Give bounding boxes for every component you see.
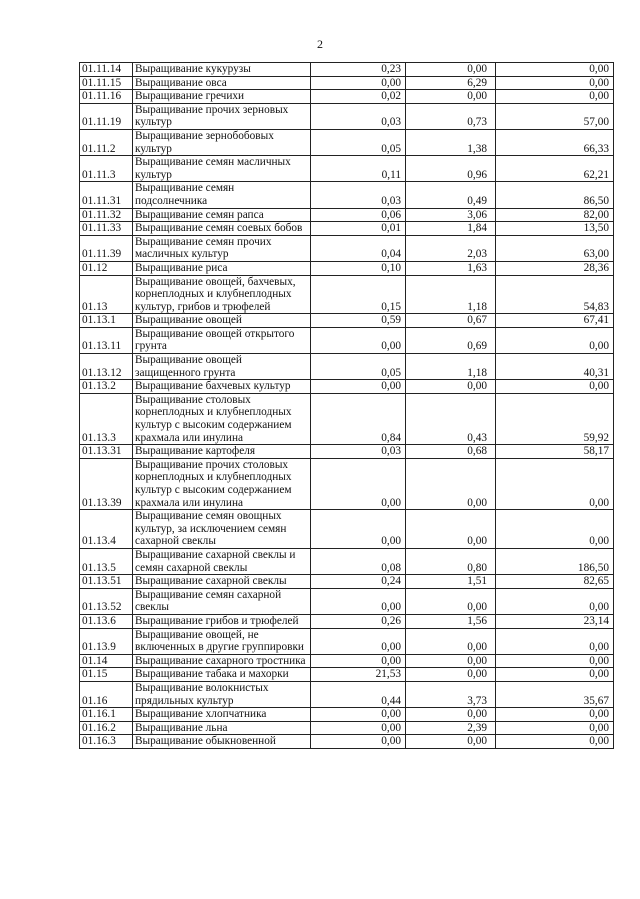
row-value-2: 1,38	[406, 129, 496, 155]
row-value-3: 0,00	[496, 654, 614, 668]
row-code: 01.13.12	[80, 354, 133, 380]
row-value-2: 0,49	[406, 182, 496, 208]
row-value-1: 0,00	[311, 510, 406, 549]
row-value-2: 0,00	[406, 668, 496, 682]
row-value-2: 3,73	[406, 681, 496, 707]
row-value-1: 21,53	[311, 668, 406, 682]
row-code: 01.12	[80, 261, 133, 275]
row-value-2: 1,18	[406, 354, 496, 380]
table-row	[80, 614, 614, 628]
table-row	[80, 208, 614, 222]
row-value-1: 0,00	[311, 628, 406, 654]
row-code: 01.13.1	[80, 314, 133, 328]
table-row	[80, 380, 614, 394]
row-value-2: 6,29	[406, 76, 496, 90]
data-table	[79, 62, 614, 749]
row-value-2: 3,06	[406, 208, 496, 222]
row-value-1: 0,00	[311, 721, 406, 735]
row-code: 01.13.6	[80, 614, 133, 628]
row-value-1: 0,15	[311, 275, 406, 314]
row-value-1: 0,05	[311, 129, 406, 155]
row-value-1: 0,03	[311, 182, 406, 208]
row-name: Выращивание сахарного тростника	[133, 654, 311, 668]
row-code: 01.13.52	[80, 588, 133, 614]
row-value-2: 0,00	[406, 63, 496, 77]
row-name: Выращивание прочих зерновых культур	[133, 103, 311, 129]
table-row	[80, 222, 614, 236]
row-name: Выращивание грибов и трюфелей	[133, 614, 311, 628]
row-value-2: 0,00	[406, 510, 496, 549]
row-value-3: 0,00	[496, 458, 614, 509]
row-code: 01.13.3	[80, 393, 133, 444]
table-row	[80, 548, 614, 574]
row-code: 01.13.51	[80, 575, 133, 589]
row-value-2: 1,56	[406, 614, 496, 628]
row-name: Выращивание гречихи	[133, 90, 311, 104]
row-code: 01.16.1	[80, 708, 133, 722]
row-value-1: 0,00	[311, 654, 406, 668]
row-name: Выращивание сахарной свеклы	[133, 575, 311, 589]
row-name: Выращивание прочих столовых корнеплодных и клубнеплодных культур с высоким содержанием крахмала или инулина	[133, 458, 311, 509]
row-value-1: 0,00	[311, 735, 406, 749]
table-row	[80, 735, 614, 749]
row-value-3: 23,14	[496, 614, 614, 628]
table-row	[80, 458, 614, 509]
table-row	[80, 654, 614, 668]
row-name: Выращивание бахчевых культур	[133, 380, 311, 394]
table-row	[80, 182, 614, 208]
row-value-1: 0,01	[311, 222, 406, 236]
row-name: Выращивание овощей открытого грунта	[133, 327, 311, 353]
row-value-3: 66,33	[496, 129, 614, 155]
row-value-1: 0,03	[311, 445, 406, 459]
row-value-3: 82,65	[496, 575, 614, 589]
row-value-3: 0,00	[496, 735, 614, 749]
table-row	[80, 628, 614, 654]
row-name: Выращивание льна	[133, 721, 311, 735]
row-value-3: 35,67	[496, 681, 614, 707]
row-value-1: 0,04	[311, 235, 406, 261]
row-name: Выращивание семян соевых бобов	[133, 222, 311, 236]
row-value-2: 0,00	[406, 588, 496, 614]
row-value-3: 0,00	[496, 668, 614, 682]
row-value-1: 0,00	[311, 76, 406, 90]
row-value-1: 0,00	[311, 588, 406, 614]
row-value-3: 63,00	[496, 235, 614, 261]
row-name: Выращивание зернобобовых культур	[133, 129, 311, 155]
row-value-1: 0,26	[311, 614, 406, 628]
row-value-3: 0,00	[496, 327, 614, 353]
row-code: 01.11.31	[80, 182, 133, 208]
row-name: Выращивание овощей	[133, 314, 311, 328]
table-row	[80, 63, 614, 77]
row-value-1: 0,00	[311, 708, 406, 722]
row-name: Выращивание овса	[133, 76, 311, 90]
row-value-3: 0,00	[496, 63, 614, 77]
row-value-3: 0,00	[496, 90, 614, 104]
table-row	[80, 235, 614, 261]
row-value-1: 0,02	[311, 90, 406, 104]
row-value-2: 2,39	[406, 721, 496, 735]
row-value-3: 0,00	[496, 708, 614, 722]
table-row	[80, 314, 614, 328]
row-name: Выращивание риса	[133, 261, 311, 275]
row-code: 01.13.39	[80, 458, 133, 509]
row-code: 01.13.2	[80, 380, 133, 394]
row-value-2: 0,00	[406, 654, 496, 668]
row-value-3: 86,50	[496, 182, 614, 208]
row-code: 01.11.15	[80, 76, 133, 90]
table-row	[80, 76, 614, 90]
row-name: Выращивание овощей, не включенных в другие группировки	[133, 628, 311, 654]
row-value-1: 0,11	[311, 156, 406, 182]
page-number: 2	[317, 37, 323, 51]
row-value-3: 0,00	[496, 510, 614, 549]
row-value-2: 1,18	[406, 275, 496, 314]
table-row	[80, 156, 614, 182]
row-value-1: 0,03	[311, 103, 406, 129]
row-name: Выращивание обыкновенной	[133, 735, 311, 749]
row-value-2: 0,96	[406, 156, 496, 182]
row-name: Выращивание волокнистых прядильных культур	[133, 681, 311, 707]
row-name: Выращивание семян масличных культур	[133, 156, 311, 182]
row-value-2: 0,67	[406, 314, 496, 328]
row-value-2: 0,68	[406, 445, 496, 459]
row-value-3: 0,00	[496, 380, 614, 394]
row-value-1: 0,23	[311, 63, 406, 77]
row-code: 01.11.39	[80, 235, 133, 261]
table-row	[80, 681, 614, 707]
row-name: Выращивание кукурузы	[133, 63, 311, 77]
row-code: 01.16.2	[80, 721, 133, 735]
row-name: Выращивание картофеля	[133, 445, 311, 459]
row-value-1: 0,08	[311, 548, 406, 574]
row-name: Выращивание сахарной свеклы и семян сахарной свеклы	[133, 548, 311, 574]
row-value-2: 1,84	[406, 222, 496, 236]
row-value-1: 0,59	[311, 314, 406, 328]
row-code: 01.11.33	[80, 222, 133, 236]
row-value-3: 40,31	[496, 354, 614, 380]
row-code: 01.11.14	[80, 63, 133, 77]
row-value-3: 0,00	[496, 588, 614, 614]
row-value-2: 2,03	[406, 235, 496, 261]
row-code: 01.11.16	[80, 90, 133, 104]
table-row	[80, 668, 614, 682]
row-value-2: 0,00	[406, 380, 496, 394]
row-code: 01.11.19	[80, 103, 133, 129]
table-row	[80, 354, 614, 380]
table-row	[80, 708, 614, 722]
row-value-3: 0,00	[496, 721, 614, 735]
row-value-2: 1,51	[406, 575, 496, 589]
row-code: 01.13.31	[80, 445, 133, 459]
row-name: Выращивание семян овощных культур, за исключением семян сахарной свеклы	[133, 510, 311, 549]
table-row	[80, 393, 614, 444]
row-name: Выращивание семян прочих масличных культур	[133, 235, 311, 261]
row-value-1: 0,06	[311, 208, 406, 222]
row-value-2: 0,00	[406, 708, 496, 722]
row-value-3: 59,92	[496, 393, 614, 444]
table-row	[80, 510, 614, 549]
row-value-3: 28,36	[496, 261, 614, 275]
row-code: 01.11.32	[80, 208, 133, 222]
row-value-3: 62,21	[496, 156, 614, 182]
row-name: Выращивание табака и махорки	[133, 668, 311, 682]
row-code: 01.13.9	[80, 628, 133, 654]
row-value-2: 0,00	[406, 90, 496, 104]
row-value-2: 0,69	[406, 327, 496, 353]
row-value-1: 0,44	[311, 681, 406, 707]
row-code: 01.14	[80, 654, 133, 668]
table-row	[80, 90, 614, 104]
row-value-2: 0,80	[406, 548, 496, 574]
row-code: 01.11.3	[80, 156, 133, 182]
table-row	[80, 588, 614, 614]
table-row	[80, 445, 614, 459]
table-body	[80, 63, 614, 749]
row-code: 01.13	[80, 275, 133, 314]
row-code: 01.15	[80, 668, 133, 682]
row-value-1: 0,00	[311, 380, 406, 394]
row-value-1: 0,05	[311, 354, 406, 380]
row-value-3: 186,50	[496, 548, 614, 574]
row-value-3: 58,17	[496, 445, 614, 459]
row-value-1: 0,10	[311, 261, 406, 275]
row-code: 01.13.5	[80, 548, 133, 574]
table-row	[80, 327, 614, 353]
row-value-2: 0,73	[406, 103, 496, 129]
row-code: 01.13.11	[80, 327, 133, 353]
row-value-3: 13,50	[496, 222, 614, 236]
table-row	[80, 721, 614, 735]
row-code: 01.16.3	[80, 735, 133, 749]
row-name: Выращивание овощей защищенного грунта	[133, 354, 311, 380]
row-value-1: 0,00	[311, 327, 406, 353]
row-code: 01.13.4	[80, 510, 133, 549]
table-row	[80, 261, 614, 275]
table-row	[80, 275, 614, 314]
row-name: Выращивание хлопчатника	[133, 708, 311, 722]
table-row	[80, 575, 614, 589]
row-code: 01.11.2	[80, 129, 133, 155]
row-value-2: 0,43	[406, 393, 496, 444]
row-name: Выращивание столовых корнеплодных и клубнеплодных культур с высоким содержанием крахмала или инулина	[133, 393, 311, 444]
row-value-2: 0,00	[406, 735, 496, 749]
table-row	[80, 129, 614, 155]
row-value-1: 0,24	[311, 575, 406, 589]
row-value-1: 0,84	[311, 393, 406, 444]
row-value-2: 0,00	[406, 628, 496, 654]
table-row	[80, 103, 614, 129]
row-value-3: 0,00	[496, 76, 614, 90]
row-value-2: 0,00	[406, 458, 496, 509]
row-name: Выращивание семян сахарной свеклы	[133, 588, 311, 614]
row-value-2: 1,63	[406, 261, 496, 275]
row-name: Выращивание овощей, бахчевых, корнеплодных и клубнеплодных культур, грибов и трюфелей	[133, 275, 311, 314]
row-value-3: 57,00	[496, 103, 614, 129]
row-value-3: 82,00	[496, 208, 614, 222]
row-value-3: 0,00	[496, 628, 614, 654]
row-name: Выращивание семян подсолнечника	[133, 182, 311, 208]
row-value-3: 54,83	[496, 275, 614, 314]
row-code: 01.16	[80, 681, 133, 707]
row-value-1: 0,00	[311, 458, 406, 509]
row-name: Выращивание семян рапса	[133, 208, 311, 222]
row-value-3: 67,41	[496, 314, 614, 328]
